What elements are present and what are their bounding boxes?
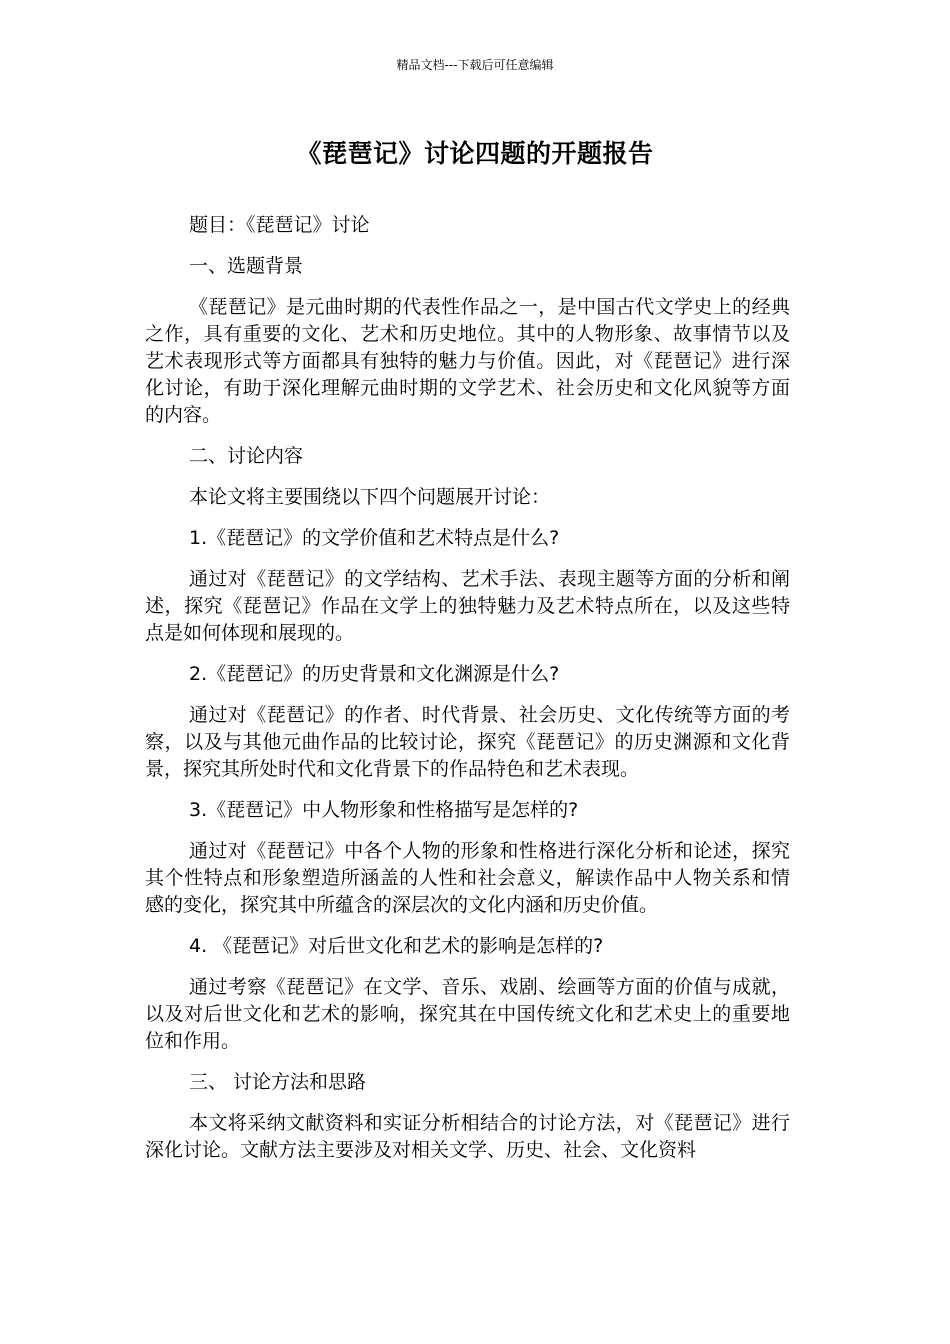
question-heading-2: 2.《琵琶记》的历史背景和文化渊源是什么? xyxy=(189,663,560,685)
section-heading-content: 二、讨论内容 xyxy=(189,445,304,467)
paragraph-intro: 本论文将主要围绕以下四个问题展开讨论： xyxy=(189,486,551,508)
topic-line: 题目：《琵琶记》讨论 xyxy=(189,214,370,236)
paragraph-background: 《琵琶记》是元曲时期的代表性作品之一，是中国古代文学史上的经典之作，具有重要的文化、艺术和历史地位。其中的人物形象、故事情节以及艺术表现形式等方面都具有独特的魅力与价值。因此，对《琵琶记》进行深化讨论，有助于深化理解元曲时期的文学艺术、社会历史和文化风貌等方面的内容。 xyxy=(145,296,790,426)
section-heading-method: 三、 讨论方法和思路 xyxy=(189,1071,367,1093)
question-heading-1: 1.《琵琶记》的文学价值和艺术特点是什么? xyxy=(189,527,560,549)
question-paragraph-3: 通过对《琵琶记》中各个人物的形象和性格进行深化分析和论述，探究其个性特点和形象塑造所涵盖的人性和社会意义，解读作品中人物关系和情感的变化，探究其中所蕴含的深层次的文化内涵和历史价值。 xyxy=(145,840,790,916)
question-heading-4: 4. 《琵琶记》对后世文化和艺术的影响是怎样的? xyxy=(189,935,604,957)
section-heading-background: 一、选题背景 xyxy=(189,255,304,277)
question-paragraph-4: 通过考察《琵琶记》在文学、音乐、戏剧、绘画等方面的价值与成就，以及对后世文化和艺术的影响，探究其在中国传统文化和艺术史上的重要地位和作用。 xyxy=(145,976,790,1052)
question-heading-3: 3.《琵琶记》中人物形象和性格描写是怎样的? xyxy=(189,799,579,821)
question-paragraph-1: 通过对《琵琶记》的文学结构、艺术手法、表现主题等方面的分析和阐述，探究《琵琶记》作品在文学上的独特魅力及艺术特点所在，以及这些特点是如何体现和展现的。 xyxy=(145,568,790,644)
document-title: 《琵琶记》讨论四题的开题报告 xyxy=(296,139,654,168)
question-paragraph-2: 通过对《琵琶记》的作者、时代背景、社会历史、文化传统等方面的考察，以及与其他元曲作品的比较讨论，探究《琵琶记》的历史渊源和文化背景，探究其所处时代和文化背景下的作品特色和艺术表现。 xyxy=(145,704,790,780)
page-header: 精品文档---下载后可任意编辑 xyxy=(396,58,554,72)
paragraph-method: 本文将采纳文献资料和实证分析相结合的讨论方法，对《琵琶记》进行深化讨论。文献方法主要涉及对相关文学、历史、社会、文化资料 xyxy=(145,1112,790,1161)
document-body xyxy=(145,212,790,1178)
